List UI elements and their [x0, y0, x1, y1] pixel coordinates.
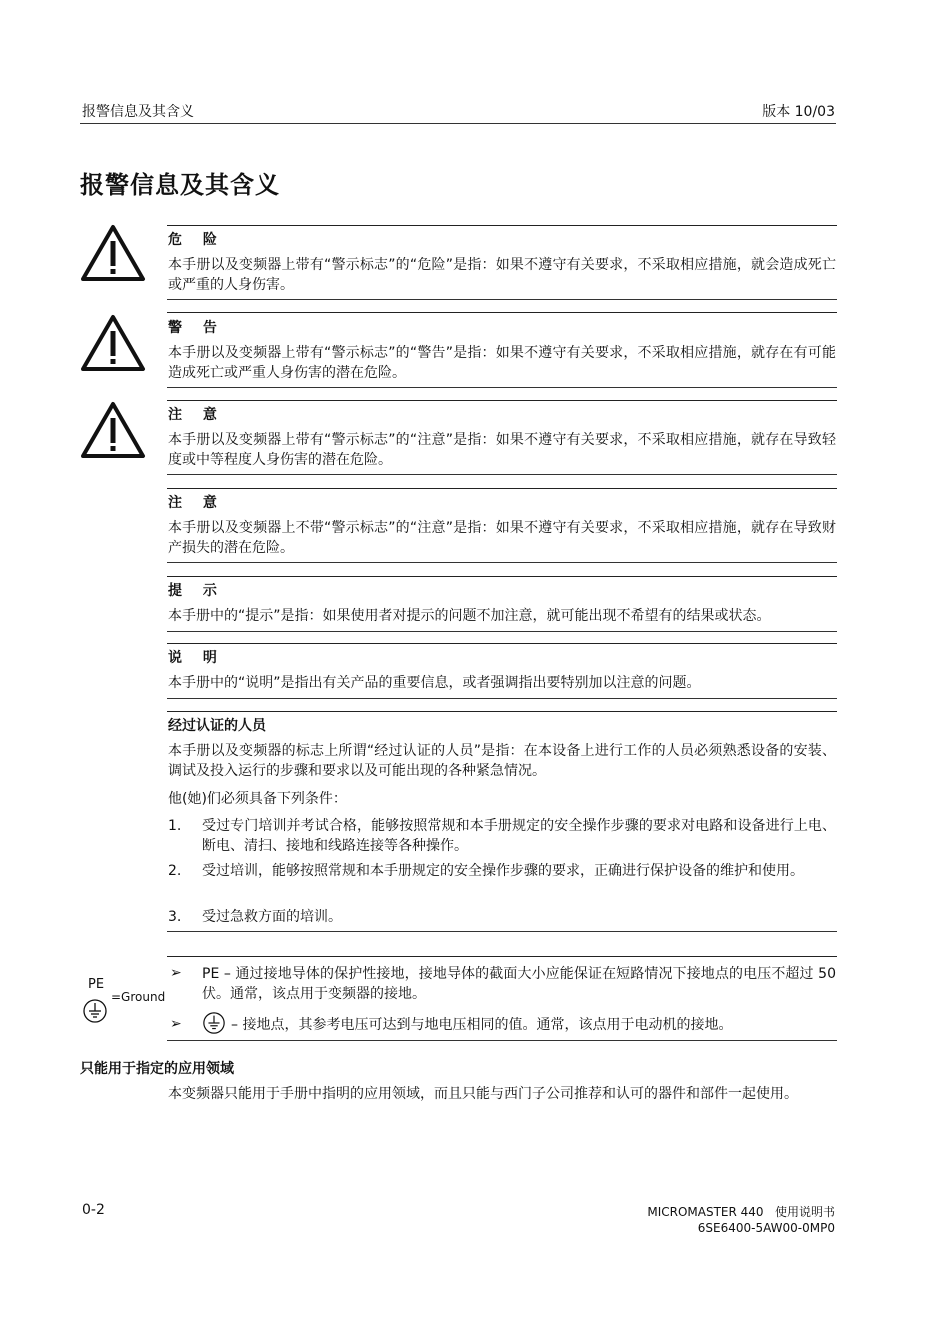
section-title-qualified: 经过认证的人员 — [168, 718, 266, 734]
section-rule — [167, 931, 837, 932]
application-text: 本变频器只能用于手册中指明的应用领域，而且只能与西门子公司推荐和认可的器件和部件一起使用。 — [168, 1086, 798, 1102]
ground-symbol-icon — [202, 1011, 226, 1039]
section-text-caution: 本手册以及变频器上带有“警示标志”的“注意”是指：如果不遵守有关要求，不采取相应措施，就存在导致轻度或中等程度人身伤害的潜在危险。 — [168, 432, 836, 468]
section-text-caution-nosymbol: 本手册以及变频器上不带“警示标志”的“注意”是指：如果不遵守有关要求，不采取相应措施，就存在导致财产损失的潜在危险。 — [168, 520, 836, 556]
pe-description: PE – 通过接地导体的保护性接地，接地导体的截面大小应能保证在短路情况下接地点的电压不超过 50 伏。通常，该点用于变频器的接地。 — [202, 966, 836, 1002]
warning-triangle-icon — [80, 401, 146, 459]
section-title-notice: 提 示 — [168, 583, 225, 599]
section-title-caution-nosymbol: 注 意 — [168, 495, 225, 511]
section-rule — [167, 576, 837, 577]
list-item-number: 2. — [168, 863, 182, 879]
section-rule — [167, 488, 837, 489]
section-rule — [167, 956, 837, 957]
section-rule — [167, 225, 837, 226]
section-text-warning: 本手册以及变频器上带有“警示标志”的“警告”是指：如果不遵守有关要求，不采取相应措施，就存在有可能造成死亡或严重人身伤害的潜在危险。 — [168, 345, 836, 381]
section-rule — [167, 631, 837, 632]
header-rule — [80, 123, 836, 124]
section-rule — [167, 1040, 837, 1041]
qualified-conditions: 他(她)们必须具备下列条件： — [168, 791, 347, 807]
section-rule — [167, 387, 837, 388]
list-item: 受过专门培训并考试合格，能够按照常规和本手册规定的安全操作步骤的要求对电路和设备进行上电、断电、清扫、接地和线路连接等各种操作。 — [202, 818, 836, 854]
footer-order-number: 6SE6400-5AW00-0MP0 — [697, 1221, 835, 1235]
running-header-title: 报警信息及其含义 — [82, 104, 194, 120]
section-rule — [167, 711, 837, 712]
section-rule — [167, 299, 837, 300]
qualified-intro: 本手册以及变频器的标志上所谓“经过认证的人员”是指：在本设备上进行工作的人员必须熟悉设备的安装、调试及投入运行的步骤和要求以及可能出现的各种紧急情况。 — [168, 743, 836, 779]
section-rule — [167, 643, 837, 644]
footer-product: MICROMASTER 440 使用说明书 — [647, 1205, 835, 1219]
page-title: 报警信息及其含义 — [80, 171, 280, 199]
ground-label: =Ground — [111, 990, 166, 1004]
list-item: 受过培训，能够按照常规和本手册规定的安全操作步骤的要求，正确进行保护设备的维护和使用。 — [202, 863, 804, 879]
section-title-caution: 注 意 — [168, 407, 225, 423]
bullet-arrow-icon: ➢ — [170, 1016, 182, 1032]
list-item-number: 3. — [168, 909, 182, 925]
section-title-note: 说 明 — [168, 650, 225, 666]
ground-point-description: – 接地点，其参考电压可达到与地电压相同的值。通常，该点用于电动机的接地。 — [231, 1017, 733, 1033]
running-header-version: 版本 10/03 — [762, 104, 835, 120]
section-rule — [167, 400, 837, 401]
bullet-arrow-icon: ➢ — [170, 965, 182, 981]
section-title-warning: 警 告 — [168, 320, 225, 336]
list-item-number: 1. — [168, 818, 182, 834]
section-rule — [167, 562, 837, 563]
section-rule — [167, 698, 837, 699]
section-rule — [167, 474, 837, 475]
page-number: 0-2 — [82, 1202, 105, 1218]
warning-triangle-icon — [80, 314, 146, 372]
warning-triangle-icon — [80, 224, 146, 282]
pe-label: PE — [88, 977, 105, 992]
ground-symbol-icon — [82, 998, 108, 1028]
section-rule — [167, 312, 837, 313]
list-item: 受过急救方面的培训。 — [202, 909, 342, 925]
section-text-notice: 本手册中的“提示”是指：如果使用者对提示的问题不加注意，就可能出现不希望有的结果或状态。 — [168, 608, 771, 624]
section-title-danger: 危 险 — [168, 232, 225, 248]
section-text-note: 本手册中的“说明”是指出有关产品的重要信息，或者强调指出要特别加以注意的问题。 — [168, 675, 701, 691]
section-text-danger: 本手册以及变频器上带有“警示标志”的“危险”是指：如果不遵守有关要求，不采取相应措施，就会造成死亡或严重的人身伤害。 — [168, 257, 836, 293]
application-title: 只能用于指定的应用领域 — [80, 1061, 234, 1077]
